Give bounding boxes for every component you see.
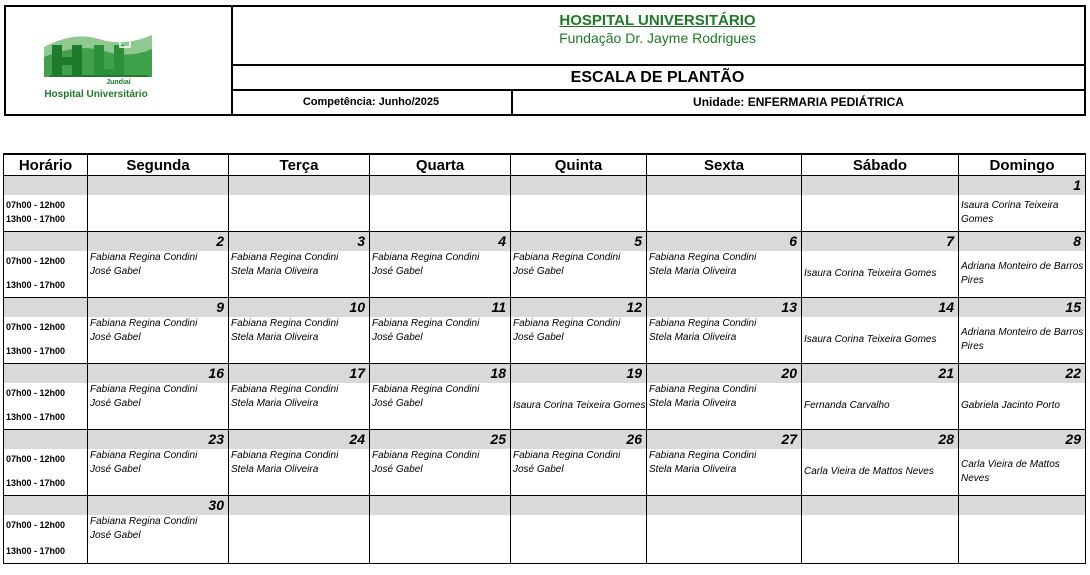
day-cell [511, 496, 647, 564]
day-cell [370, 496, 511, 564]
staff-name: José Gabel [372, 266, 423, 277]
document-title: ESCALA DE PLANTÃO [231, 66, 1084, 91]
staff-name: Isaura Corina Teixeira Gomes [804, 334, 937, 345]
staff-name: Fabiana Regina Condini [649, 384, 757, 395]
col-header-sexta: Sexta [647, 154, 802, 176]
day-number: 12 [511, 298, 646, 317]
day-number: 10 [229, 298, 369, 317]
day-cell [647, 232, 802, 298]
staff-name: Fabiana Regina Condini [231, 450, 339, 461]
shift-times-cell [4, 364, 88, 430]
day-cell [647, 298, 802, 364]
staff-name: Fabiana Regina Condini [372, 450, 480, 461]
day-number: 14 [802, 298, 958, 317]
staff-list [370, 251, 510, 279]
shift-times-spacer [4, 364, 87, 383]
staff-list [229, 317, 369, 345]
staff-list [229, 449, 369, 477]
day-cell [370, 364, 511, 430]
day-cell [511, 232, 647, 298]
day-cell [959, 496, 1086, 564]
staff-name: Fabiana Regina Condini [90, 252, 198, 263]
shift-times-spacer [4, 496, 87, 515]
day-number: 23 [88, 430, 228, 449]
staff-name: Fabiana Regina Condini [513, 450, 621, 461]
day-number [511, 176, 646, 195]
day-number: 17 [229, 364, 369, 383]
staff-list [511, 383, 646, 429]
day-number: 26 [511, 430, 646, 449]
day-cell [959, 364, 1086, 430]
day-cell [511, 364, 647, 430]
day-number: 1 [959, 176, 1085, 195]
staff-list [88, 515, 228, 543]
day-cell [511, 176, 647, 232]
week-row [4, 176, 1086, 232]
staff-list [802, 251, 958, 297]
staff-name: Fabiana Regina Condini [372, 384, 480, 395]
staff-name: Fabiana Regina Condini [90, 384, 198, 395]
staff-name: Fabiana Regina Condini [513, 318, 621, 329]
day-number: 27 [647, 430, 801, 449]
day-cell [229, 176, 370, 232]
day-number: 5 [511, 232, 646, 251]
day-number: 3 [229, 232, 369, 251]
shift-afternoon-label: 13h00 - 17h00 [6, 346, 66, 356]
day-cell [229, 496, 370, 564]
staff-name: Stela Maria Oliveira [649, 398, 737, 409]
day-cell [647, 364, 802, 430]
document-header [4, 5, 1086, 116]
day-number: 30 [88, 496, 228, 515]
hospital-title-block [231, 7, 1084, 66]
staff-name: Fabiana Regina Condini [231, 318, 339, 329]
staff-name: José Gabel [372, 398, 423, 409]
staff-list [802, 449, 958, 495]
shift-times-cell [4, 430, 88, 496]
staff-name: Fabiana Regina Condini [649, 318, 757, 329]
shift-times-spacer [4, 430, 87, 449]
staff-list [647, 383, 801, 411]
staff-name: José Gabel [513, 266, 564, 277]
day-cell [88, 298, 229, 364]
day-cell [959, 232, 1086, 298]
staff-list [647, 449, 801, 477]
staff-name: Stela Maria Oliveira [231, 398, 319, 409]
day-cell [88, 176, 229, 232]
day-number: 8 [959, 232, 1085, 251]
staff-name: José Gabel [90, 464, 141, 475]
shift-times-cell [4, 232, 88, 298]
week-row [4, 364, 1086, 430]
day-cell [370, 176, 511, 232]
col-header-terca: Terça [229, 154, 370, 176]
day-number: 24 [229, 430, 369, 449]
staff-list [959, 195, 1085, 231]
staff-name: Isaura Corina Teixeira Gomes [513, 400, 646, 411]
week-row [4, 232, 1086, 298]
competencia-label: Competência: Junho/2025 [231, 91, 513, 114]
table-header-row [4, 154, 1086, 176]
col-header-sabado: Sábado [802, 154, 959, 176]
staff-name: Fabiana Regina Condini [649, 450, 757, 461]
shift-schedule-table [3, 153, 1086, 564]
staff-name: Stela Maria Oliveira [649, 464, 737, 475]
day-cell [370, 298, 511, 364]
staff-name: Fabiana Regina Condini [372, 318, 480, 329]
day-cell [802, 496, 959, 564]
day-number: 18 [370, 364, 510, 383]
day-number [959, 496, 1085, 515]
staff-list [88, 449, 228, 477]
staff-name: Fabiana Regina Condini [649, 252, 757, 263]
day-number [229, 176, 369, 195]
staff-name: José Gabel [513, 332, 564, 343]
day-number [511, 496, 646, 515]
day-number: 6 [647, 232, 801, 251]
staff-list [511, 251, 646, 279]
day-cell [802, 430, 959, 496]
day-cell [370, 430, 511, 496]
day-cell [647, 496, 802, 564]
staff-list [88, 251, 228, 279]
staff-name: Carla Vieira de Mattos Neves [804, 466, 934, 477]
staff-list [802, 383, 958, 429]
day-number [647, 176, 801, 195]
day-number [370, 496, 510, 515]
day-cell [802, 364, 959, 430]
staff-name: Stela Maria Oliveira [231, 266, 319, 277]
day-cell [802, 176, 959, 232]
shift-afternoon-label: 13h00 - 17h00 [6, 412, 66, 422]
shift-afternoon-label: 13h00 - 17h00 [6, 214, 66, 224]
staff-name: Stela Maria Oliveira [231, 464, 319, 475]
day-cell [370, 232, 511, 298]
day-cell [802, 232, 959, 298]
shift-morning-label: 07h00 - 12h00 [6, 256, 66, 266]
staff-list [647, 317, 801, 345]
day-cell [959, 298, 1086, 364]
day-number: 19 [511, 364, 646, 383]
shift-times-spacer [4, 232, 87, 251]
staff-list [88, 383, 228, 411]
shift-times-spacer [4, 176, 87, 195]
shift-morning-label: 07h00 - 12h00 [6, 454, 66, 464]
hospital-name: HOSPITAL UNIVERSITÁRIO [559, 12, 756, 29]
day-cell [959, 176, 1086, 232]
staff-name: Fabiana Regina Condini [231, 252, 339, 263]
day-cell [88, 430, 229, 496]
day-number: 11 [370, 298, 510, 317]
hospital-logo [6, 7, 233, 114]
day-cell [88, 232, 229, 298]
shift-morning-label: 07h00 - 12h00 [6, 520, 66, 530]
shift-afternoon-label: 13h00 - 17h00 [6, 478, 66, 488]
day-number: 2 [88, 232, 228, 251]
staff-list [370, 317, 510, 345]
day-number: 13 [647, 298, 801, 317]
shift-times-spacer [4, 298, 87, 317]
day-number: 25 [370, 430, 510, 449]
day-number [88, 176, 228, 195]
day-number: 7 [802, 232, 958, 251]
staff-list [370, 449, 510, 477]
staff-name: José Gabel [90, 398, 141, 409]
day-cell [229, 232, 370, 298]
staff-name: Gabriela Jacinto Porto [961, 400, 1060, 411]
day-cell [511, 298, 647, 364]
col-header-domingo: Domingo [959, 154, 1086, 176]
staff-name: Isaura Corina Teixeira Gomes [961, 200, 1059, 225]
day-number [370, 176, 510, 195]
shift-morning-label: 07h00 - 12h00 [6, 388, 66, 398]
staff-list [802, 317, 958, 363]
staff-name: Carla Vieira de Mattos Neves [961, 459, 1060, 484]
col-header-quarta: Quarta [370, 154, 511, 176]
shift-times-cell [4, 176, 88, 232]
day-number [802, 176, 958, 195]
day-cell [647, 176, 802, 232]
staff-name: Fernanda Carvalho [804, 400, 890, 411]
staff-name: José Gabel [372, 332, 423, 343]
day-number [647, 496, 801, 515]
staff-list [959, 317, 1085, 363]
staff-name: Stela Maria Oliveira [649, 266, 737, 277]
day-cell [802, 298, 959, 364]
logo-city-text: Jundiaí [106, 79, 131, 86]
day-number: 20 [647, 364, 801, 383]
day-cell [229, 298, 370, 364]
hospital-logo-icon [44, 29, 154, 79]
day-number: 28 [802, 430, 958, 449]
staff-list [370, 383, 510, 411]
day-number: 29 [959, 430, 1085, 449]
staff-name: Fabiana Regina Condini [372, 252, 480, 263]
staff-name: Fabiana Regina Condini [90, 450, 198, 461]
day-number: 9 [88, 298, 228, 317]
day-number: 21 [802, 364, 958, 383]
staff-name: Fabiana Regina Condini [231, 384, 339, 395]
day-number [229, 496, 369, 515]
day-cell [959, 430, 1086, 496]
col-header-quinta: Quinta [511, 154, 647, 176]
staff-name: Adriana Monteiro de Barros Pires [961, 261, 1084, 286]
shift-morning-label: 07h00 - 12h00 [6, 322, 66, 332]
col-header-segunda: Segunda [88, 154, 229, 176]
staff-list [959, 449, 1085, 495]
staff-list [511, 317, 646, 345]
shift-afternoon-label: 13h00 - 17h00 [6, 280, 66, 290]
staff-list [88, 317, 228, 345]
day-cell [511, 430, 647, 496]
logo-text: Hospital Universitário [44, 89, 148, 100]
staff-name: Stela Maria Oliveira [649, 332, 737, 343]
day-number [802, 496, 958, 515]
week-row [4, 430, 1086, 496]
staff-name: José Gabel [372, 464, 423, 475]
day-cell [647, 430, 802, 496]
shift-morning-label: 07h00 - 12h00 [6, 200, 66, 210]
week-row [4, 496, 1086, 564]
staff-list [229, 383, 369, 411]
staff-list [511, 449, 646, 477]
day-cell [88, 364, 229, 430]
staff-list [959, 251, 1085, 297]
col-header-horario: Horário [4, 154, 88, 176]
staff-name: José Gabel [513, 464, 564, 475]
staff-name: José Gabel [90, 530, 141, 541]
staff-list [647, 251, 801, 279]
day-cell [88, 496, 229, 564]
day-number: 4 [370, 232, 510, 251]
shift-times-cell [4, 496, 88, 564]
day-number: 16 [88, 364, 228, 383]
staff-name: Fabiana Regina Condini [90, 516, 198, 527]
staff-name: Fabiana Regina Condini [513, 252, 621, 263]
shift-times-cell [4, 298, 88, 364]
day-number: 22 [959, 364, 1085, 383]
week-row [4, 298, 1086, 364]
unidade-label: Unidade: ENFERMARIA PEDIÁTRICA [693, 95, 904, 109]
foundation-name: Fundação Dr. Jayme Rodrigues [559, 30, 756, 46]
staff-name: Isaura Corina Teixeira Gomes [804, 268, 937, 279]
day-number: 15 [959, 298, 1085, 317]
staff-name: José Gabel [90, 332, 141, 343]
staff-list [959, 383, 1085, 429]
staff-name: Adriana Monteiro de Barros Pires [961, 327, 1084, 352]
day-cell [229, 364, 370, 430]
staff-name: Stela Maria Oliveira [231, 332, 319, 343]
staff-list [229, 251, 369, 279]
day-cell [229, 430, 370, 496]
staff-name: Fabiana Regina Condini [90, 318, 198, 329]
shift-afternoon-label: 13h00 - 17h00 [6, 546, 66, 556]
staff-name: José Gabel [90, 266, 141, 277]
